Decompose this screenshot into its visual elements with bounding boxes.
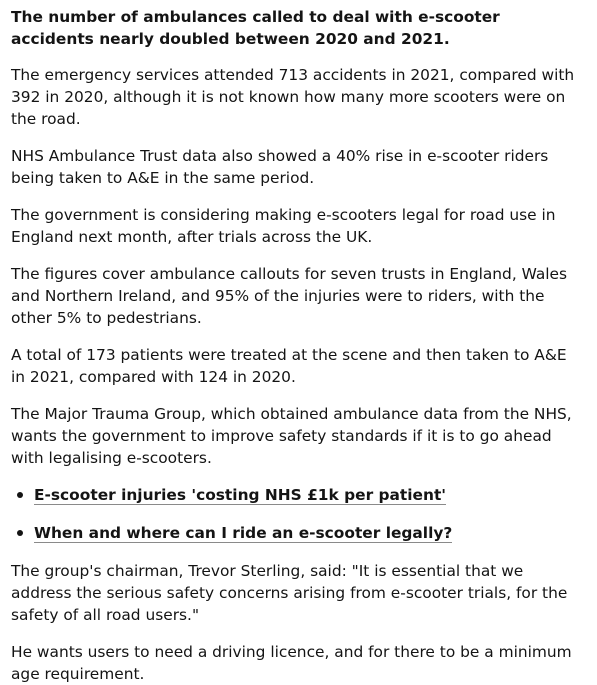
article-paragraph: The government is considering making e-scooters legal for road use in England next month, after trials across the UK. [11,206,556,246]
related-link-ride-legally[interactable]: When and where can I ride an e-scooter legally? [34,524,453,542]
article-paragraph: The figures cover ambulance callouts for seven trusts in England, Wales and Northern Ireland, and 95% of the injuries were to riders, with the other 5% to pedestrians. [11,265,568,327]
related-link-escooter-injuries[interactable]: E-scooter injuries 'costing NHS £1k per patient' [34,486,447,504]
article-paragraph: A total of 173 patients were treated at the scene and then taken to A&E in 2021, compared with 124 in 2020. [11,346,567,386]
article-lead: The number of ambulances called to deal with e-scooter accidents nearly doubled between 2020 and 2021. [11,8,500,48]
article-paragraph: The emergency services attended 713 accidents in 2021, compared with 392 in 2020, although it is not known how many more scooters were on the road. [11,66,575,128]
related-link-item [11,484,585,506]
related-link-item [11,522,585,544]
related-links-list [11,484,585,544]
article-paragraph: The group's chairman, Trevor Sterling, said: "It is essential that we address the serious safety concerns arising from e-scooter trials, for the safety of all road users." [11,562,568,624]
article-paragraph: The Major Trauma Group, which obtained ambulance data from the NHS, wants the government to improve safety standards if it is to go ahead with legalising e-scooters. [11,405,572,467]
article-paragraph: NHS Ambulance Trust data also showed a 40% rise in e-scooter riders being taken to A&E in the same period. [11,147,549,187]
article-paragraph: He wants users to need a driving licence, and for there to be a minimum age requirement. [11,643,572,683]
